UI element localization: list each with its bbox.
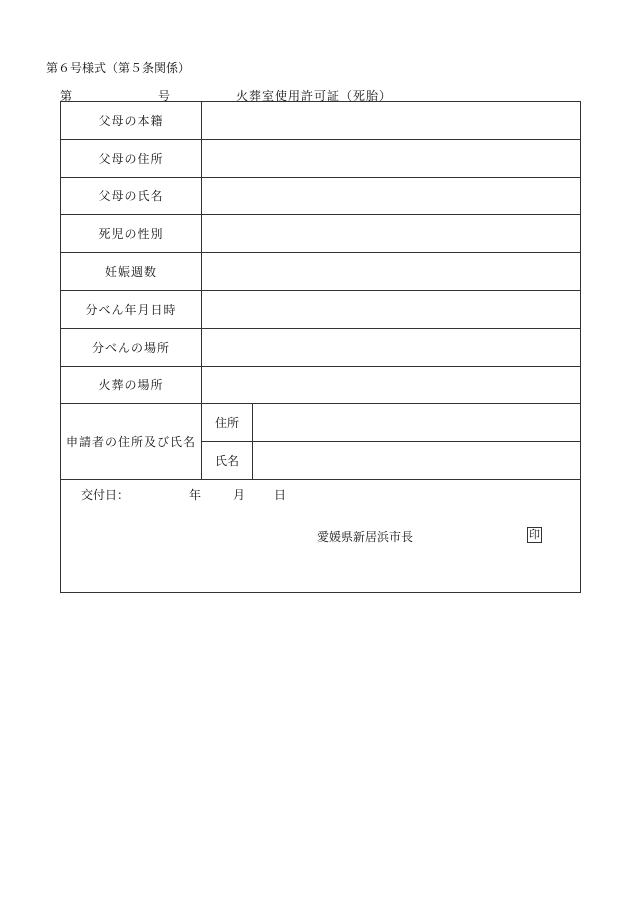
child-sex-field[interactable]: [202, 215, 581, 253]
document-header: [60, 87, 580, 101]
applicant-name-label: 氏名: [202, 442, 253, 480]
row-label-parents-domicile: 父母の本籍: [61, 102, 202, 140]
cremation-place-field[interactable]: [202, 366, 581, 404]
table-row: [61, 215, 581, 253]
applicant-address-label: 住所: [202, 404, 253, 442]
issue-section: [61, 479, 581, 592]
parents-domicile-field[interactable]: [202, 102, 581, 140]
form-number: 第６号様式（第５条関係）: [46, 61, 191, 75]
mayor-title: 愛媛県新居浜市長: [317, 529, 414, 544]
row-label-child-sex: 死児の性別: [61, 215, 202, 253]
row-label-gestation-weeks: 妊娠週数: [61, 253, 202, 291]
applicant-name-field[interactable]: [253, 442, 581, 480]
table-row: [61, 290, 581, 328]
row-label-delivery-datetime: 分べん年月日時: [61, 290, 202, 328]
issue-date-label: 交付日：: [81, 487, 130, 502]
seal-mark: 印: [529, 527, 540, 541]
applicant-address-field[interactable]: [253, 404, 581, 442]
permit-table: [60, 101, 581, 593]
delivery-datetime-field[interactable]: [202, 290, 581, 328]
issue-month-label: 月: [233, 487, 246, 502]
table-row: [61, 366, 581, 404]
row-label-applicant: 申請者の住所及び氏名: [61, 404, 202, 480]
table-row: [61, 328, 581, 366]
table-row: [61, 139, 581, 177]
parents-address-field[interactable]: [202, 139, 581, 177]
table-row: [61, 102, 581, 140]
permit-number-suffix: 号: [158, 89, 171, 103]
row-label-parents-name: 父母の氏名: [61, 177, 202, 215]
row-label-parents-address: 父母の住所: [61, 139, 202, 177]
row-label-delivery-place: 分べんの場所: [61, 328, 202, 366]
delivery-place-field[interactable]: [202, 328, 581, 366]
table-row: [61, 177, 581, 215]
table-row: [61, 479, 581, 592]
permit-number-prefix: 第: [60, 89, 73, 103]
row-label-cremation-place: 火葬の場所: [61, 366, 202, 404]
issue-day-label: 日: [274, 487, 287, 502]
table-row: [61, 404, 581, 442]
parents-name-field[interactable]: [202, 177, 581, 215]
document-title: 火葬室使用許可証（死胎）: [236, 89, 393, 103]
issue-year-label: 年: [189, 487, 202, 502]
gestation-weeks-field[interactable]: [202, 253, 581, 291]
table-row: [61, 253, 581, 291]
